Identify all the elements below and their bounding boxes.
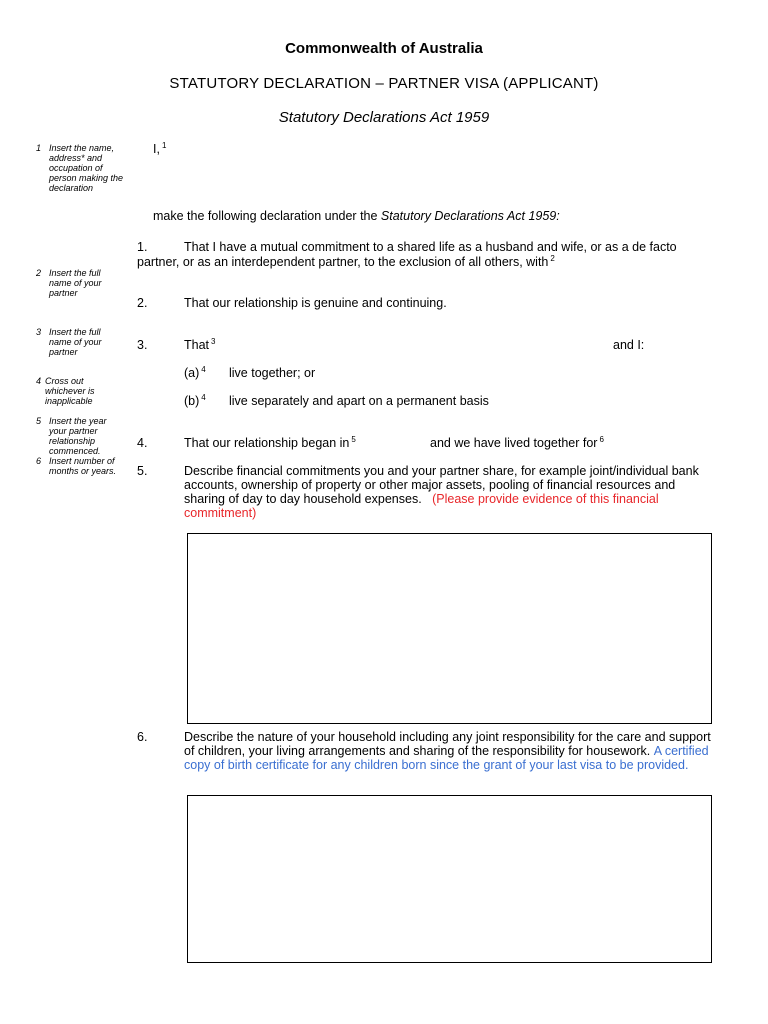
household-description-box[interactable] bbox=[187, 795, 712, 963]
item-3a-text: live together; or bbox=[229, 366, 316, 380]
item-3b-label: (b) $^4$ bbox=[184, 393, 206, 408]
act-title: Statutory Declarations Act 1959 bbox=[278, 109, 490, 126]
item-4-number: 4. bbox=[137, 436, 148, 450]
item-5-text: Describe financial commitments you and your partner share, for example joint/individual bank accounts, ownership of property or other major assets, pooling of financial resources and sharing of day to day household expenses. (Please provide evidence of this financial commitment) bbox=[184, 464, 699, 520]
declaration-intro: make the following declaration under the Statutory Declarations Act 1959: bbox=[153, 209, 560, 223]
item-2-number: 2. bbox=[137, 296, 148, 310]
item-2-text: That our relationship is genuine and continuing. bbox=[184, 296, 447, 310]
item-3-and-i: and I: bbox=[613, 338, 645, 352]
item-1-line1: That I have a mutual commitment to a shared life as a husband and wife, or as a de facto bbox=[184, 240, 677, 254]
item-3a-label: (a) $^4$ bbox=[184, 365, 206, 380]
item-3-number: 3. bbox=[137, 338, 148, 352]
item-4-text1: That our relationship began in $^5$ bbox=[184, 435, 356, 450]
item-1-line2: partner, or as an interdependent partner, to the exclusion of all others, with $^2$ bbox=[137, 254, 555, 269]
item-3b-text: live separately and apart on a permanent basis bbox=[229, 394, 489, 408]
item-6-text: Describe the nature of your household including any joint responsibility for the care and support of children, your living arrangements and sharing of the responsibility for housework. A certified copy of birth certificate for any children born since the grant of your last visa to be provided. bbox=[184, 730, 711, 772]
page-title: Commonwealth of Australia bbox=[285, 40, 483, 57]
item-1-number: 1. bbox=[137, 240, 148, 254]
item-6-number: 6. bbox=[137, 730, 148, 744]
financial-commitments-box[interactable] bbox=[187, 533, 712, 724]
form-subtitle: STATUTORY DECLARATION – PARTNER VISA (APPLICANT) bbox=[169, 75, 599, 92]
item-5-number: 5. bbox=[137, 464, 148, 478]
item-4-text2: and we have lived together for $^6$ bbox=[430, 435, 604, 450]
declarant-line: I, $^1$ bbox=[153, 141, 167, 156]
item-3-that: That $^3$ bbox=[184, 337, 216, 352]
